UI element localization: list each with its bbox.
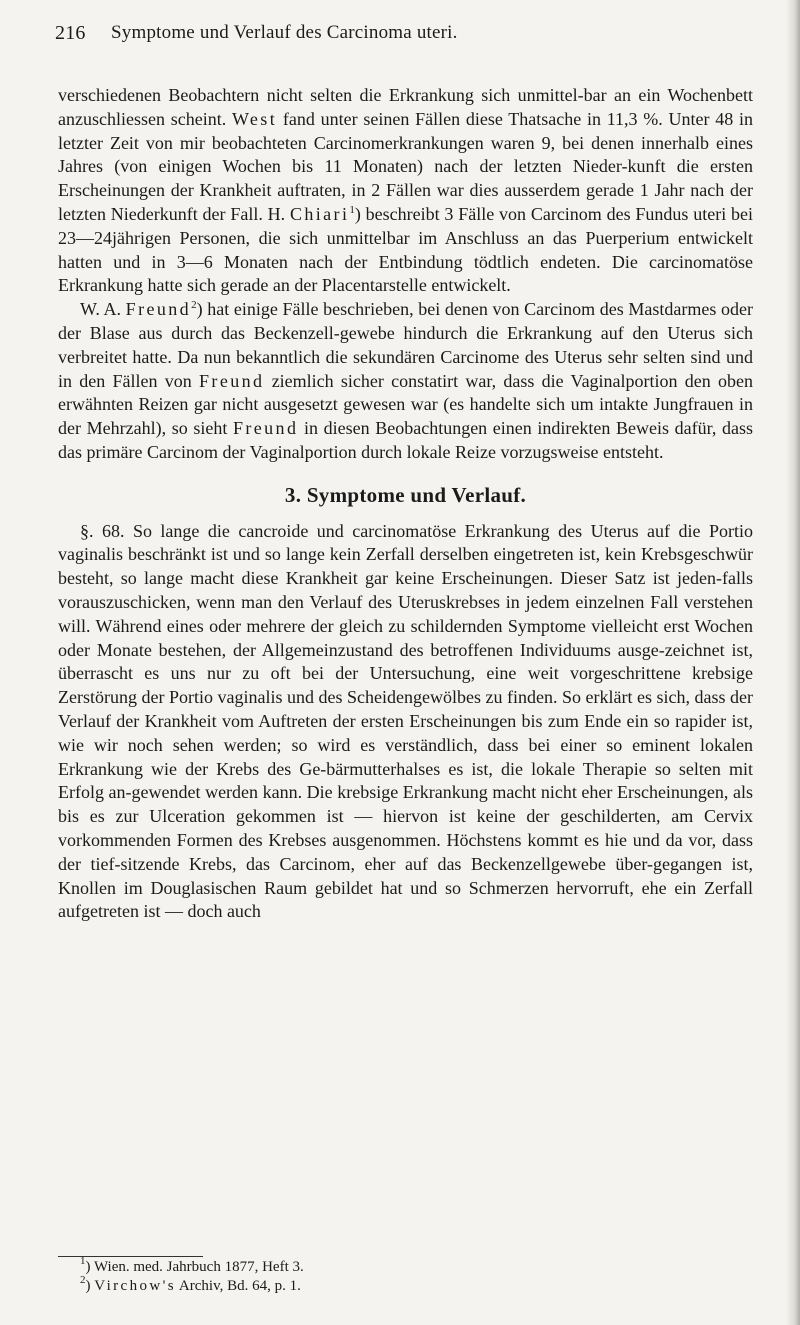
author-name: Virchow's: [94, 1278, 176, 1294]
author-name: Freund: [125, 299, 192, 320]
paragraph-1: [58, 84, 753, 298]
page-number: 216: [55, 22, 86, 44]
footnote-2: $^2$) Virchow's Archiv, Bd. 64, p. 1.: [80, 1274, 301, 1294]
footnote-ref: 1: [349, 203, 355, 216]
author-name: West: [231, 108, 278, 129]
footnote-1: [80, 1255, 680, 1277]
author-name: Freund: [232, 418, 299, 439]
main-text: [58, 84, 753, 924]
footnote-mark: 2: [80, 1274, 86, 1286]
text-run: in diesen Beobachtungen einen indirekten Beweis dafür, dass das primäre Carcinom der Vaginalportion durch lokale Reize vorzugsweise entsteht.: [58, 418, 753, 462]
page-edge-shadow: [786, 0, 800, 1325]
text-run: fand unter seinen Fällen diese Thatsache in 11,3 %. Unter 48 in letzter Zeit von mir beobachteten Carcinomerkrankungen waren 9, bei denen innerhalb eines Jahres (von einigen Wochen bis 11 Monaten) nach der letzten Nieder-kunft die ersten Erscheinungen der Krankheit auftraten, in 2 Fällen war dies ausserdem gerade 1 Jahr nach der letzten Niederkunft der Fall. H.: [58, 108, 754, 224]
running-title: Symptome und Verlauf des Carcinoma uteri.: [111, 22, 458, 43]
paragraph-3: §. 68. So lange die cancroide und carcinomatöse Erkrankung des Uterus auf die Portio vaginalis beschränkt ist und so lange kein Zerfall derselben eingetreten ist, kein Krebsgeschwür besteht, so lange macht diese Krankheit gar keine Erscheinungen. Dieser Satz ist jeden-falls vorauszuschicken, wenn man den Verlauf des Uteruskrebses in jedem einzelnen Fall verstehen will. Während eines oder mehrere der gleich zu schildernden Symptome vielleicht erst Wochen oder Monate bestehen, der Allgemeinzustand des betroffenen Individuums ausge-zeichnet ist, überrascht es uns nur zu oft bei der Untersuchung, eine weit vorgeschrittene krebsige Zerstörung der Portio vaginalis und des Scheidengewölbes zu finden. So erklärt es sich, dass der Verlauf der Krankheit vom Auftreten der ersten Erscheinungen bis zum Ende ein so rapider ist, wie wir noch sehen werden; so wird es verständlich, dass bei einer so eminent lokalen Erkrankung wie der Krebs des Ge-bärmutterhalses es ist, die lokale Therapie so selten mit Erfolg an-gewendet werden kann. Die krebsige Erkrankung macht nicht eher Erscheinungen, als bis es zur Ulceration gekommen ist — hiervon ist keine der geschilderten, am Cervix vorkommenden Formen des Krebses ausgenommen. Höchstens kommt es hie und da vor, dass der tief-sitzende Krebs, das Carcinom, eher auf das Beckenzellgewebe über-gegangen ist, Knollen im Douglasischen Raum gebildet hat und so Schmerzen hervorruft, ehe ein Zerfall aufgetreten ist — doch auch: [58, 520, 753, 922]
author-name: Chiari: [289, 203, 350, 224]
text-run: ) hat einige Fälle beschrieben, bei denen von Carcinom des Mastdarmes oder der Blase aus durch das Beckenzell-gewebe hindurch die Erkrankung auf den Uterus sich verbreitet hatte. Da nun bekanntlich die sekundären Carcinome des Uterus sehr selten sind und in den Fällen von: [58, 299, 754, 391]
text-run: W. A.: [80, 299, 121, 320]
footnote-mark: 1: [80, 1255, 86, 1267]
footnote-text: ) Wien. med. Jahrbuch 1877, Heft 3.: [85, 1259, 304, 1275]
footnotes: [80, 1255, 680, 1296]
text-run: verschiedenen Beobachtern nicht selten die Erkrankung sich unmittel-bar an ein Wochenbett anzuschliessen scheint.: [58, 85, 753, 129]
page-header: [55, 22, 755, 48]
paragraph-2: [58, 298, 753, 465]
footnote-ref: 2: [191, 299, 197, 312]
author-name: Freund: [199, 370, 265, 391]
section-heading: 3. Symptome und Verlauf.: [284, 482, 527, 507]
footnote-text: Archiv, Bd. 64, p. 1.: [178, 1278, 301, 1294]
text-run: ) beschreibt 3 Fälle von Carcinom des Fundus uteri bei 23—24jährigen Personen, die sich unmittelbar im Anschluss an das Puerperium entwickelt hatten und in 3—6 Monaten nach der Entbindung tödtlich endeten. Die carcinomatöse Erkrankung hatte sich gerade an der Placentarstelle entwickelt.: [58, 203, 754, 296]
text-run: ziemlich sicher constatirt war, dass die Vaginalportion den oben erwähnten Reizen gar nicht ausgesetzt gewesen war (es handelte sich um intakte Jungfrauen in der Mehrzahl), so sieht: [58, 370, 754, 439]
